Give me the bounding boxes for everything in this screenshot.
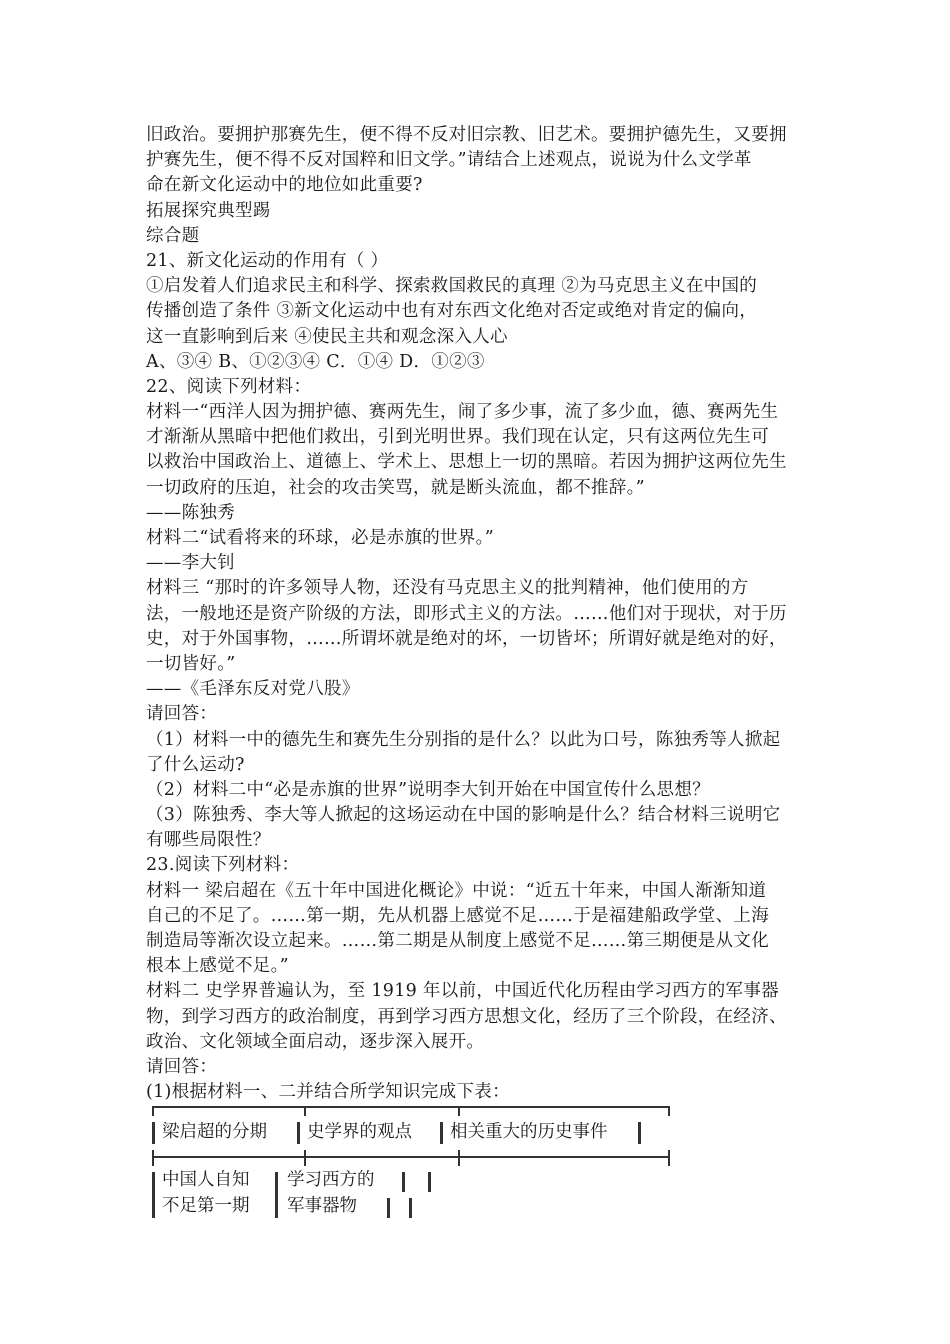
text-line: 21、新文化运动的作用有（ ） <box>146 250 389 271</box>
text-line: 22、阅读下列材料： <box>146 376 312 397</box>
table-tick <box>458 1150 460 1166</box>
table-divider <box>440 1122 443 1144</box>
table-tick <box>152 1106 154 1116</box>
text-line: 史，对于外国事物，……所谓坏就是绝对的坏，一切皆坏；所谓好就是绝对的好， <box>146 628 787 649</box>
table-top-rule <box>152 1106 670 1108</box>
table-tick <box>304 1106 306 1116</box>
table-divider <box>297 1122 300 1144</box>
table-divider <box>638 1122 641 1144</box>
text-line: A、③④ B、①②③④ C．①④ D．①②③ <box>146 351 485 372</box>
table-divider <box>409 1198 412 1218</box>
table-divider <box>152 1172 155 1218</box>
text-line: ——《毛泽东反对党八股》 <box>146 679 360 700</box>
text-line: 根本上感觉不足。” <box>146 956 289 977</box>
text-line: （1）材料一中的德先生和赛先生分别指的是什么？以此为口号，陈独秀等人掀起 <box>146 729 781 750</box>
text-line: 一切皆好。” <box>146 653 236 674</box>
document-body <box>146 123 816 1105</box>
text-line: （2）材料二中“必是赤旗的世界”说明李大钊开始在中国宣传什么思想？ <box>146 779 710 800</box>
text-line: 材料一“西洋人因为拥护德、赛两先生，闹了多少事，流了多少血，德、赛两先生 <box>146 402 779 423</box>
text-line: 制造局等渐次设立起来。……第二期是从制度上感觉不足……第三期便是从文化 <box>146 931 769 951</box>
table-header-cell: 史学界的观点 <box>307 1122 412 1142</box>
table-divider <box>402 1172 405 1192</box>
table-cell: 军事器物 <box>287 1196 357 1216</box>
table-tick <box>304 1150 306 1166</box>
table-cell: 中国人自知 <box>162 1170 250 1190</box>
text-line: 这一直影响到后来 ④使民主共和观念深入人心 <box>146 326 508 347</box>
text-line: ——陈独秀 <box>146 502 235 523</box>
table-tick <box>668 1150 670 1166</box>
text-line: 命在新文化运动中的地位如此重要? <box>146 175 423 196</box>
text-line: 护赛先生，便不得不反对国粹和旧文学。”请结合上述观点，说说为什么文学革 <box>146 150 752 171</box>
text-line: 传播创造了条件 ③新文化运动中也有对东西文化绝对否定或绝对肯定的偏向， <box>146 301 758 322</box>
text-line: 请回答： <box>146 704 218 725</box>
text-line: 物，到学习西方的政治制度，再到学习西方思想文化，经历了三个阶段，在经济、 <box>146 1006 787 1027</box>
text-line: 才渐渐从黑暗中把他们救出，引到光明世界。我们现在认定，只有这两位先生可 <box>146 427 769 448</box>
table-tick <box>152 1150 154 1166</box>
table-tick <box>458 1106 460 1116</box>
table-cell: 学习西方的 <box>287 1170 375 1190</box>
text-line: 一切政府的压迫，社会的攻击笑骂，就是断头流血，都不推辞。” <box>146 477 645 498</box>
text-line: （3）陈独秀、李大等人掀起的这场运动在中国的影响是什么？结合材料三说明它 <box>146 805 781 826</box>
table-header-cell: 相关重大的历史事件 <box>450 1122 608 1142</box>
text-line: ①启发着人们追求民主和科学、探索救国救民的真理 ②为马克思主义在中国的 <box>146 276 758 297</box>
text-line: 有哪些局限性？ <box>146 830 271 851</box>
text-line: 材料三 “那时的许多领导人物，还没有马克思主义的批判精神，他们使用的方 <box>146 578 749 599</box>
text-line: 了什么运动? <box>146 754 245 775</box>
text-line: 以救治中国政治上、道德上、学术上、思想上一切的黑暗。若因为拥护这两位先生 <box>146 452 787 473</box>
text-line: 综合题 <box>146 225 200 246</box>
text-line: ——李大钊 <box>146 553 235 574</box>
text-line: 请回答： <box>146 1056 218 1077</box>
table-divider <box>152 1122 155 1144</box>
text-line: 材料一 梁启超在《五十年中国进化概论》中说：“近五十年来，中国人渐渐知道 <box>146 880 767 901</box>
text-line: (1)根据材料一、二并结合所学知识完成下表： <box>146 1082 510 1103</box>
text-line: 法，一般地还是资产阶级的方法，即形式主义的方法。……他们对于现状，对于历 <box>146 603 787 624</box>
table-tick <box>668 1106 670 1116</box>
text-line: 政治、文化领域全面启动，逐步深入展开。 <box>146 1031 485 1052</box>
table-divider <box>387 1198 390 1218</box>
table-divider <box>428 1172 431 1192</box>
text-line: 旧政治。要拥护那赛先生，便不得不反对旧宗教、旧艺术。要拥护德先生，又要拥 <box>146 125 787 145</box>
table-cell: 不足第一期 <box>162 1196 250 1216</box>
text-line: 自己的不足了。……第一期，先从机器上感觉不足……于是福建船政学堂、上海 <box>146 905 769 926</box>
table-header-cell: 梁启超的分期 <box>162 1122 267 1142</box>
text-line: 23.阅读下列材料： <box>146 855 300 876</box>
text-line: 拓展探究典型踢 <box>146 200 271 221</box>
text-line: 材料二 史学界普遍认为，至 1919 年以前，中国近代化历程由学习西方的军事器 <box>146 981 779 1002</box>
text-line: 材料二“试看将来的环球，必是赤旗的世界。” <box>146 528 494 548</box>
table-divider <box>275 1172 278 1218</box>
table-middle-rule <box>152 1156 670 1158</box>
